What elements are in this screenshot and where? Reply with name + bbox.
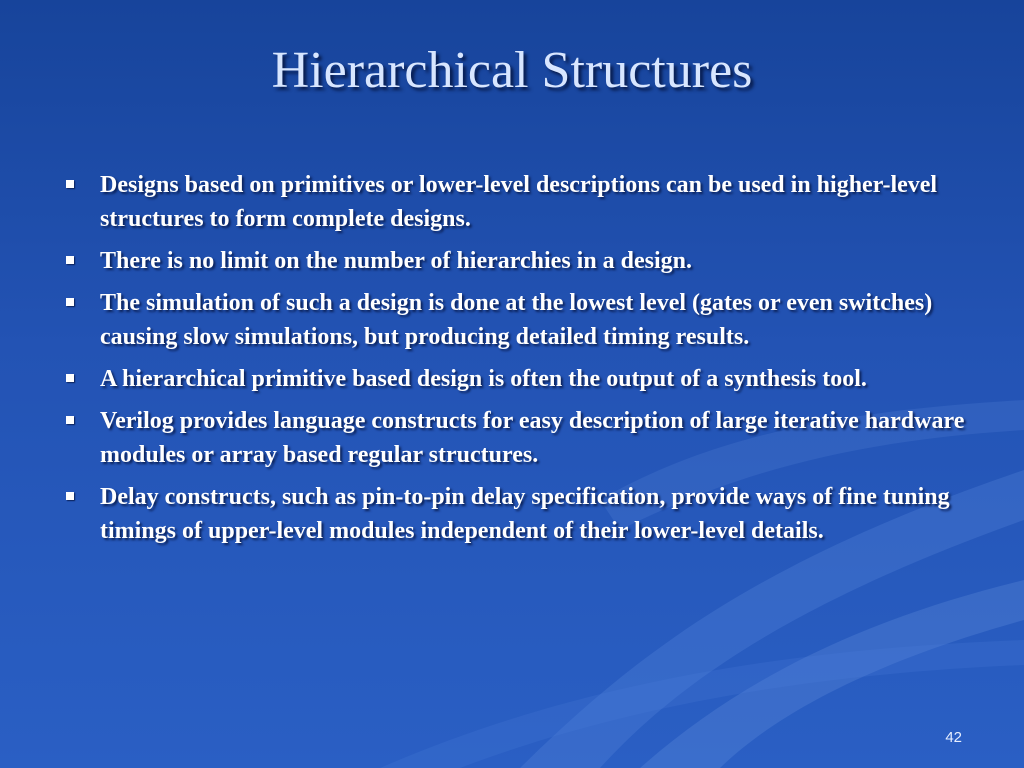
bullet-item [62, 286, 972, 354]
square-bullet-icon [66, 298, 74, 306]
bullet-text: Designs based on primitives or lower-level descriptions can be used in higher-level structures to form complete designs. [100, 172, 938, 232]
bullet-list [62, 168, 972, 556]
square-bullet-icon [66, 492, 74, 500]
square-bullet-icon [66, 256, 74, 264]
square-bullet-icon [66, 180, 74, 188]
bullet-text: Delay constructs, such as pin-to-pin delay specification, provide ways of fine tuning timings of upper-level modules independent of their lower-level details. [100, 484, 950, 544]
bullet-item [62, 362, 972, 396]
bullet-item [62, 168, 972, 236]
bullet-text: The simulation of such a design is done at the lowest level (gates or even switches) causing slow simulations, but producing detailed timing results. [100, 290, 933, 350]
bullet-text: Verilog provides language constructs for easy description of large iterative hardware modules or array based regular structures. [100, 408, 965, 468]
bullet-item [62, 404, 972, 472]
bullet-item [62, 244, 972, 278]
bullet-item [62, 480, 972, 548]
square-bullet-icon [66, 416, 74, 424]
bullet-text: There is no limit on the number of hierarchies in a design. [100, 248, 693, 274]
bullet-text: A hierarchical primitive based design is often the output of a synthesis tool. [100, 366, 867, 392]
slide-title: Hierarchical Structures [271, 42, 753, 99]
slide-number: 42 [945, 729, 962, 746]
square-bullet-icon [66, 374, 74, 382]
